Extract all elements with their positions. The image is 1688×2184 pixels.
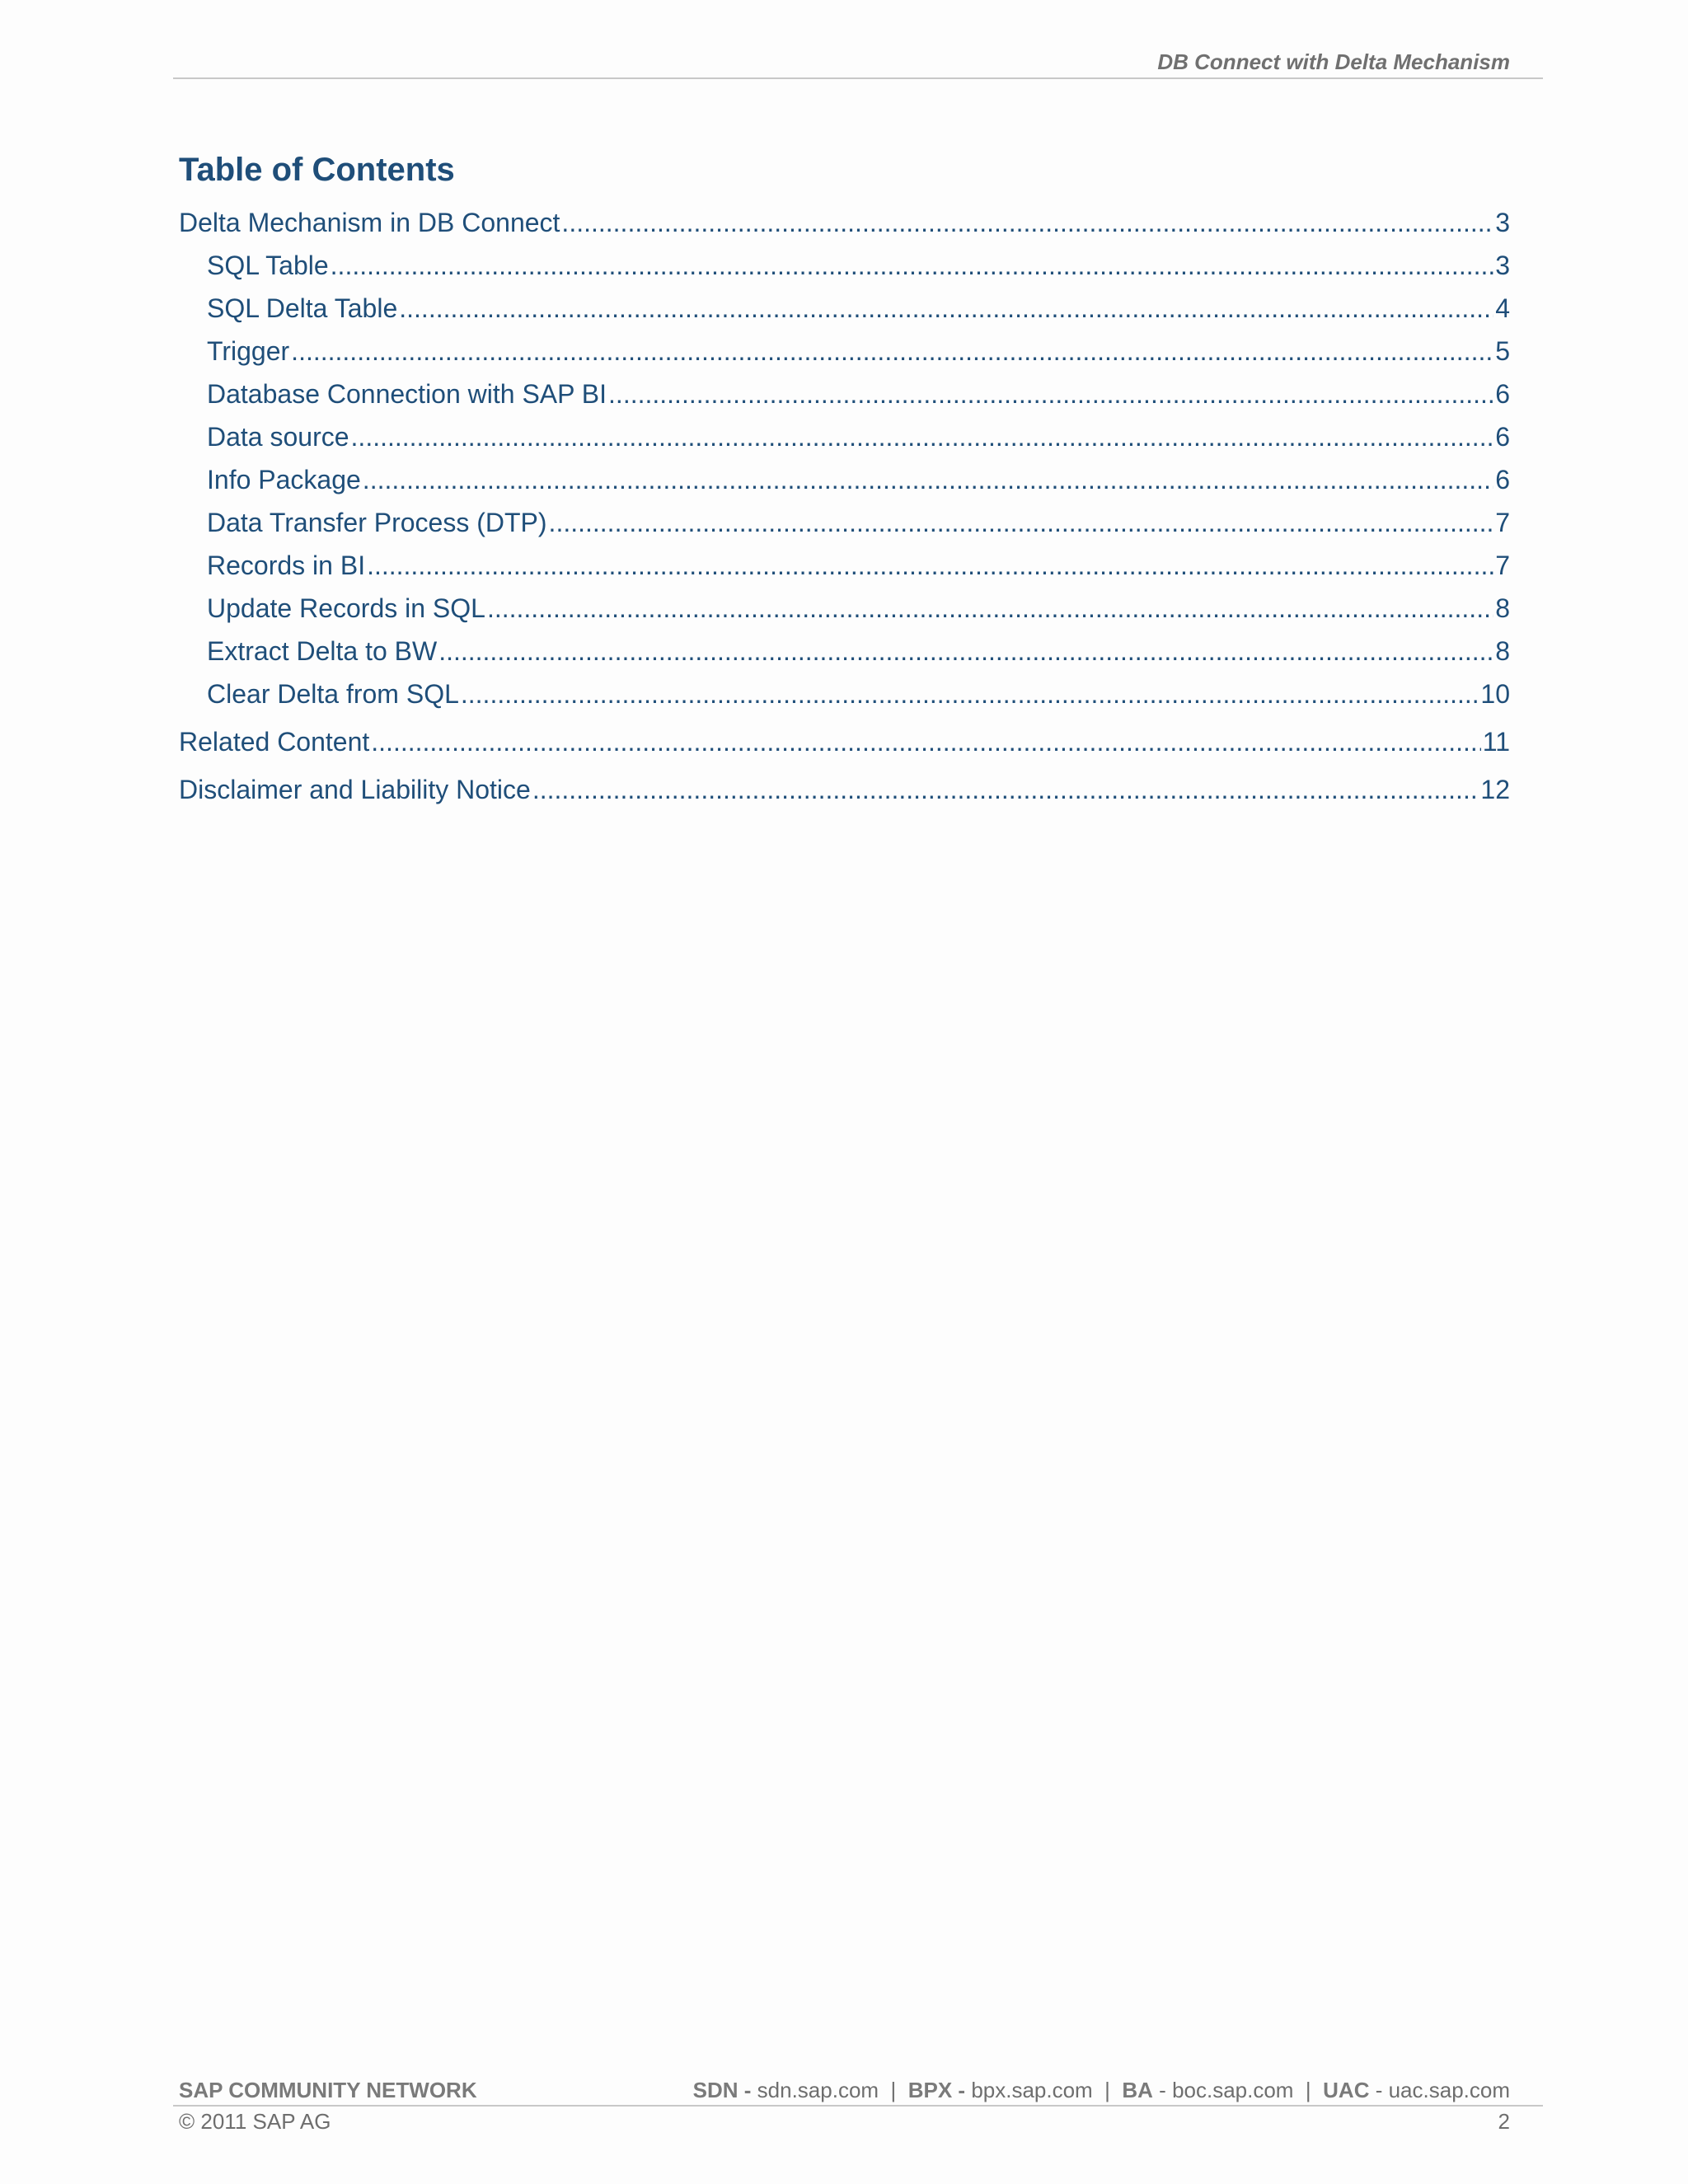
toc-dot-leader [438,630,1493,673]
toc-dot-leader [371,720,1481,763]
toc-entry[interactable] [179,544,1510,587]
toc-entry-page[interactable]: 8 [1495,593,1510,623]
toc-entry-label[interactable]: Clear Delta from SQL [207,679,459,709]
toc-entry-page[interactable]: 3 [1495,208,1510,237]
footer-link-bpx[interactable]: bpx.sap.com [971,2078,1093,2102]
toc-entry[interactable] [179,244,1510,287]
footer-links [693,2077,1510,2103]
toc-entry[interactable] [179,287,1510,330]
toc-dot-leader [351,415,1494,458]
toc-dot-leader [487,587,1493,630]
running-header: DB Connect with Delta Mechanism [1157,49,1510,74]
toc-title: Table of Contents [179,152,455,188]
footer-link-key: BPX [907,2078,953,2102]
toc-entry[interactable] [179,720,1510,763]
toc-entry[interactable] [179,673,1510,715]
footer-link-sep: - [738,2078,757,2102]
footer-top-line [179,2077,1510,2103]
toc-entry[interactable] [179,630,1510,673]
toc-entry-label[interactable]: Records in BI [207,551,366,580]
toc-dot-leader [291,330,1493,373]
footer-bottom-line [179,2108,1510,2135]
footer-divider: | [1305,2078,1311,2102]
toc-entry[interactable] [179,373,1510,415]
toc-entry-label[interactable]: Data source [207,422,349,452]
footer-divider: | [1104,2078,1110,2102]
toc-entry-page[interactable]: 4 [1495,293,1510,323]
toc-dot-leader [608,373,1493,415]
footer-link-sdn[interactable]: sdn.sap.com [757,2078,879,2102]
toc-entry-label[interactable]: SQL Delta Table [207,293,398,323]
toc-entry-page[interactable]: 7 [1495,551,1510,580]
footer-link-key: UAC [1323,2078,1370,2102]
toc-dot-leader [561,201,1493,244]
footer-link-key: SDN [692,2078,738,2102]
toc-dot-leader [331,244,1494,287]
toc-entry-page[interactable]: 11 [1482,727,1510,757]
toc-entry-page[interactable]: 5 [1495,336,1510,366]
toc-entry-page[interactable]: 7 [1495,508,1510,537]
toc-entry-page[interactable]: 3 [1495,251,1510,280]
toc-dot-leader [532,768,1479,811]
footer-link-ba[interactable]: boc.sap.com [1172,2078,1294,2102]
toc-entry[interactable] [179,458,1510,501]
toc-entry-label[interactable]: Database Connection with SAP BI [207,379,607,409]
copyright-notice: © 2011 SAP AG [179,2109,331,2134]
toc-entry[interactable] [179,330,1510,373]
toc-entry[interactable] [179,768,1510,811]
toc-entry-label[interactable]: Disclaimer and Liability Notice [179,775,531,804]
toc-entry-label[interactable]: Trigger [207,336,290,366]
footer-network-name: SAP COMMUNITY NETWORK [179,2078,477,2102]
footer-link-uac[interactable]: uac.sap.com [1388,2078,1510,2102]
footer-link-sep: - [1369,2078,1389,2102]
toc-entry-page[interactable]: 6 [1495,379,1510,409]
toc-dot-leader [549,501,1494,544]
toc-entry[interactable] [179,201,1510,244]
toc-entry-page[interactable]: 6 [1495,465,1510,494]
footer-divider: | [890,2078,897,2102]
toc-entry-label[interactable]: Delta Mechanism in DB Connect [179,208,560,237]
toc-entry-page[interactable]: 8 [1495,636,1510,666]
toc-dot-leader [367,544,1493,587]
header-rule [173,77,1543,79]
footer-link-sep: - [952,2078,972,2102]
table-of-contents [179,201,1510,811]
toc-entry-label[interactable]: Data Transfer Process (DTP) [207,508,547,537]
toc-entry-page[interactable]: 10 [1480,679,1510,709]
toc-entry-page[interactable]: 12 [1480,775,1510,804]
toc-dot-leader [399,287,1493,330]
toc-entry-label[interactable]: Extract Delta to BW [207,636,438,666]
toc-dot-leader [461,673,1479,715]
toc-entry-label[interactable]: Update Records in SQL [207,593,485,623]
toc-entry[interactable] [179,587,1510,630]
toc-dot-leader [363,458,1493,501]
toc-entry-label[interactable]: SQL Table [207,251,329,280]
toc-entry-label[interactable]: Related Content [179,727,370,757]
footer-link-sep: - [1152,2078,1173,2102]
page-number: 2 [1498,2109,1510,2134]
toc-entry[interactable] [179,415,1510,458]
footer-rule [173,2105,1543,2107]
toc-entry[interactable] [179,501,1510,544]
footer-link-key: BA [1122,2078,1153,2102]
toc-entry-page[interactable]: 6 [1495,422,1510,452]
toc-entry-label[interactable]: Info Package [207,465,361,494]
